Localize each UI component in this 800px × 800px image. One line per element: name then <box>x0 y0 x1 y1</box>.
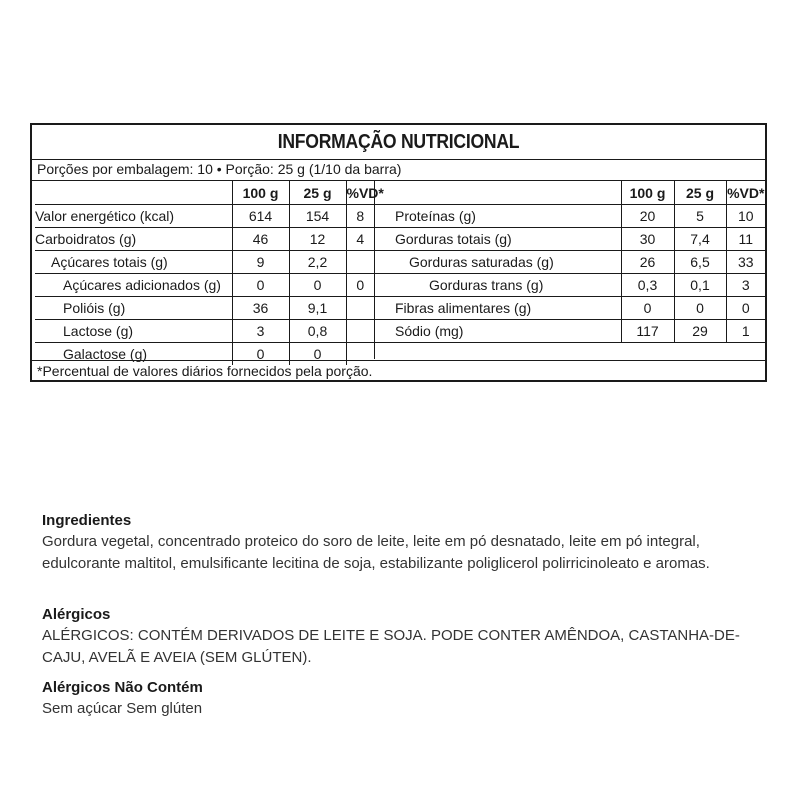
nutrition-title: INFORMAÇÃO NUTRICIONAL <box>277 131 520 153</box>
row-label: Açúcares adicionados (g) <box>35 274 232 297</box>
table-row <box>35 320 374 343</box>
allergens-heading: Alérgicos <box>42 606 111 623</box>
row-label: Sódio (mg) <box>375 320 621 343</box>
value-100g: 0 <box>232 274 289 297</box>
value-100g: 3 <box>232 320 289 343</box>
value-25g: 0,1 <box>674 274 726 297</box>
row-label: Açúcares totais (g) <box>35 251 232 274</box>
value-100g: 0 <box>621 297 674 320</box>
value-vd: 4 <box>346 228 374 251</box>
nutrition-facts-table <box>30 123 767 382</box>
row-label: Proteínas (g) <box>375 205 621 228</box>
value-100g: 0 <box>232 343 289 366</box>
divider <box>32 360 765 361</box>
value-vd: 11 <box>726 228 765 251</box>
ingredients-section <box>42 511 762 575</box>
row-label: Carboidratos (g) <box>35 228 232 251</box>
value-100g: 614 <box>232 205 289 228</box>
value-100g: 46 <box>232 228 289 251</box>
row-label: Fibras alimentares (g) <box>375 297 621 320</box>
row-label: Gorduras trans (g) <box>375 274 621 297</box>
header-25g: 25 g <box>674 181 726 205</box>
table-row <box>35 274 374 297</box>
value-25g: 154 <box>289 205 346 228</box>
value-25g: 2,2 <box>289 251 346 274</box>
value-vd <box>346 343 374 366</box>
row-label: Gorduras saturadas (g) <box>375 251 621 274</box>
value-vd: 8 <box>346 205 374 228</box>
value-vd: 3 <box>726 274 765 297</box>
table-row <box>375 251 765 274</box>
table-row <box>375 228 765 251</box>
value-100g: 117 <box>621 320 674 343</box>
row-label: Lactose (g) <box>35 320 232 343</box>
value-vd: 0 <box>726 297 765 320</box>
row-label: Polióis (g) <box>35 297 232 320</box>
value-vd <box>346 297 374 320</box>
value-25g: 0,8 <box>289 320 346 343</box>
value-25g: 0 <box>674 297 726 320</box>
value-25g: 0 <box>289 343 346 366</box>
allergens-free-heading: Alérgicos Não Contém <box>42 679 203 696</box>
header-vd: %VD* <box>346 181 374 205</box>
table-row <box>35 251 374 274</box>
row-label: Gorduras totais (g) <box>375 228 621 251</box>
allergens-free-section <box>42 678 762 720</box>
row-label: Valor energético (kcal) <box>35 205 232 228</box>
value-vd <box>346 320 374 343</box>
value-100g: 26 <box>621 251 674 274</box>
table-row <box>375 205 765 228</box>
value-25g: 5 <box>674 205 726 228</box>
value-25g: 12 <box>289 228 346 251</box>
header-25g: 25 g <box>289 181 346 205</box>
value-100g: 30 <box>621 228 674 251</box>
table-row <box>35 343 374 366</box>
divider <box>32 159 765 160</box>
header-100g: 100 g <box>232 181 289 205</box>
value-100g: 0,3 <box>621 274 674 297</box>
portions-info: Porções por embalagem: 10 • Porção: 25 g (1/10 da barra) <box>37 161 402 177</box>
table-row <box>375 274 765 297</box>
value-25g: 29 <box>674 320 726 343</box>
ingredients-text: Gordura vegetal, concentrado proteico do soro de leite, leite em pó desnatado, leite em pó integral, edulcorante maltitol, emulsificante lecitina de soja, estabilizante poliglicerol polirricinoleato e aromas. <box>42 533 710 572</box>
header-vd: %VD* <box>726 181 765 205</box>
header-100g: 100 g <box>621 181 674 205</box>
value-25g: 0 <box>289 274 346 297</box>
table-row <box>375 297 765 320</box>
table-row <box>35 297 374 320</box>
value-vd: 0 <box>346 274 374 297</box>
value-vd: 1 <box>726 320 765 343</box>
nutrition-left-table <box>35 181 384 365</box>
value-vd <box>346 251 374 274</box>
value-100g: 9 <box>232 251 289 274</box>
allergens-section <box>42 605 762 669</box>
allergens-text: ALÉRGICOS: CONTÉM DERIVADOS DE LEITE E SOJA. PODE CONTER AMÊNDOA, CASTANHA-DE-CAJU, AVELÃ E AVEIA (SEM GLÚTEN). <box>42 627 740 666</box>
table-row <box>35 228 374 251</box>
value-25g: 7,4 <box>674 228 726 251</box>
value-100g: 36 <box>232 297 289 320</box>
nutrition-right-table <box>375 181 765 343</box>
allergens-free-text: Sem açúcar Sem glúten <box>42 700 203 717</box>
table-header-row <box>375 181 765 205</box>
value-25g: 6,5 <box>674 251 726 274</box>
value-100g: 20 <box>621 205 674 228</box>
ingredients-heading: Ingredientes <box>42 512 132 529</box>
row-label: Galactose (g) <box>63 346 148 362</box>
table-header-row <box>35 181 374 205</box>
value-25g: 9,1 <box>289 297 346 320</box>
value-vd: 33 <box>726 251 765 274</box>
table-row <box>375 320 765 343</box>
footnote: *Percentual de valores diários fornecidos pela porção. <box>37 363 373 379</box>
table-row <box>35 205 374 228</box>
value-vd: 10 <box>726 205 765 228</box>
